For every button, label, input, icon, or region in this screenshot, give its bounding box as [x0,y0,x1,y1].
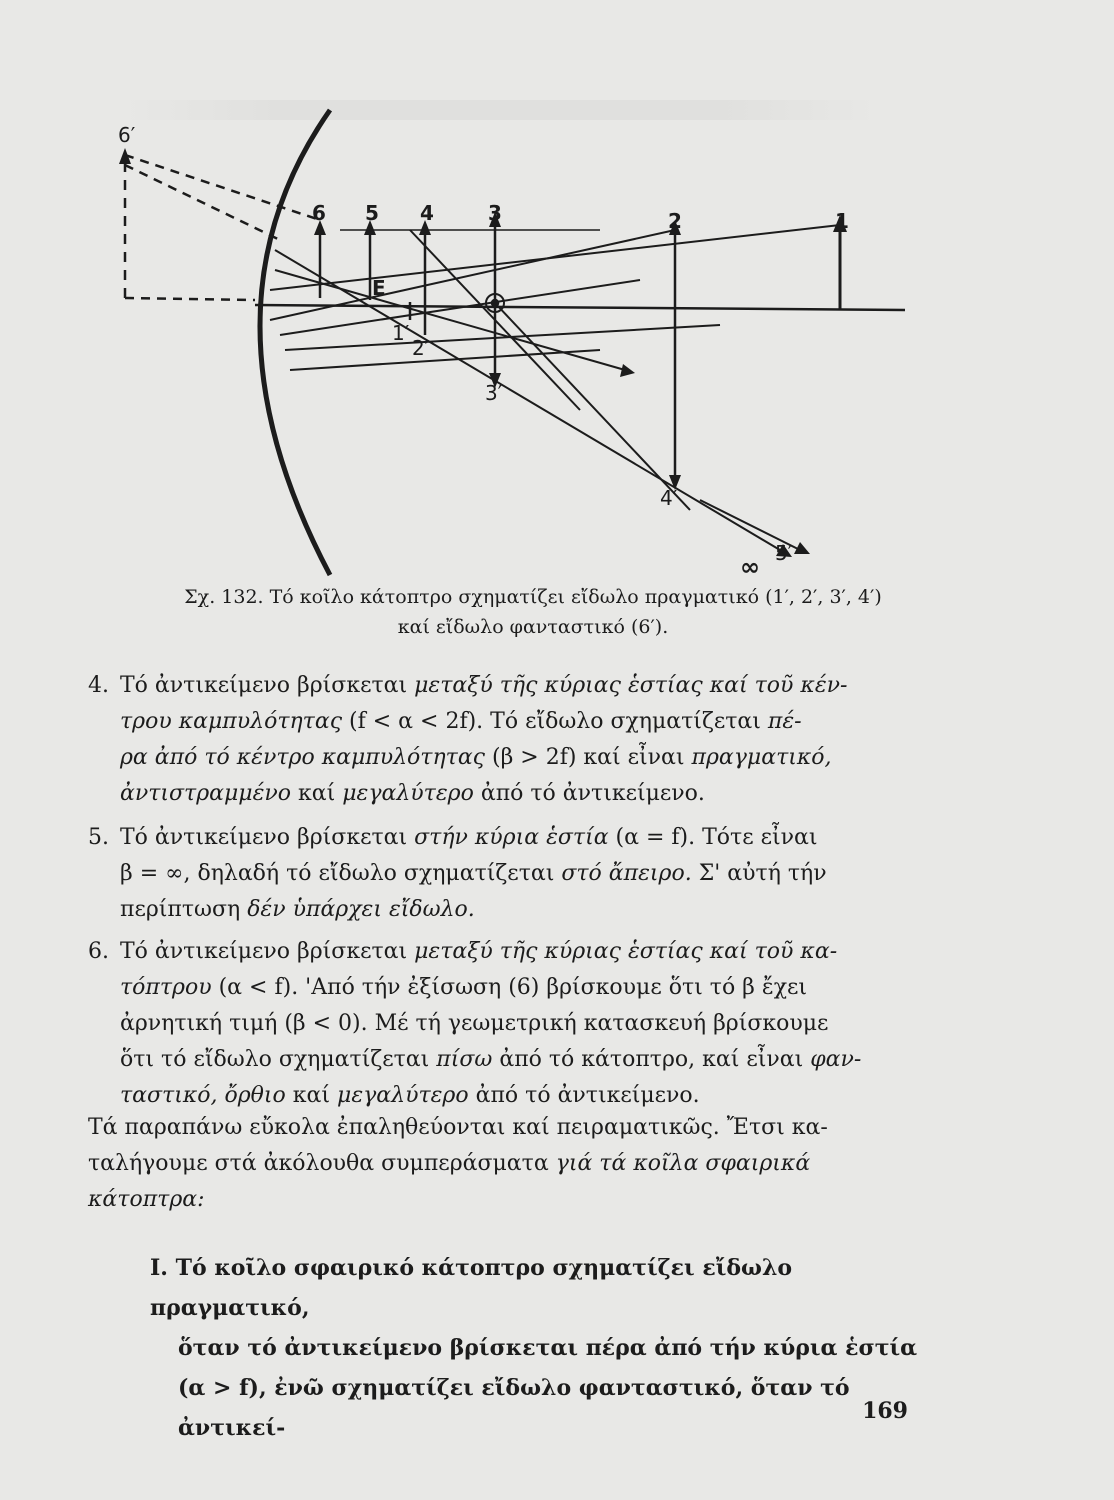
label-1: 1 [835,209,849,233]
label-6-prime: 6′ [118,123,136,147]
italic-run: πέ- [767,709,802,734]
text-line: I. Τό κοῖλο σφαιρικό κάτοπτρο σχηματίζει εἴδωλο πραγματικό, [150,1255,793,1321]
text-line: ἀρνητική τιμή (β < 0). Μέ τή γεωμετρική κατασκευή βρίσκουμε [120,1011,829,1036]
italic-run: φαν- [810,1047,862,1072]
label-5-prime: 5′ [775,541,793,565]
italic-run: ταστικό, ὄρθιο [120,1083,286,1108]
italic-line: κάτοπτρα: [88,1187,205,1212]
caption-line-1: Σχ. 132. Τό κοῖλο κάτοπτρο σχηματίζει εἴδωλο πραγματικό (1′, 2′, 3′, 4′) [184,586,882,608]
italic-run: μεταξύ τῆς κύριας ἑστίας καί τοῦ κέν- [414,673,848,698]
item-4 [88,668,928,812]
italic-run: πραγματικό, [691,745,832,770]
text-run: Σ' αὐτή τήν [691,861,827,886]
text-line: (α > f), ἐνῶ σχηματίζει εἴδωλο φανταστικό, ὅταν τό ἀντικεί- [178,1375,850,1441]
text-run: Τό ἀντικείμενο βρίσκεται [120,939,415,964]
italic-run: ρα ἀπό τό κέντρο καμπυλότητας [120,745,485,770]
label-1-prime: 1′ [392,321,410,345]
item-6 [88,934,928,1114]
conclusion-I [150,1248,940,1448]
label-6: 6 [312,201,326,225]
italic-run: τρου καμπυλότητας [120,709,343,734]
text-run: Τό ἀντικείμενο βρίσκεται [120,673,415,698]
text-run: περίπτωση [120,897,248,922]
label-E: E [372,276,386,300]
label-2: 2 [668,209,682,233]
italic-run: δέν ὑπάρχει εἴδωλο. [247,897,475,922]
italic-run: μεγαλύτερο [337,1083,469,1108]
italic-run: γιά τά κοῖλα σφαιρικά [555,1151,811,1176]
text-run: ὅτι τό εἴδωλο σχηματίζεται [120,1047,437,1072]
caption-line-2: καί εἴδωλο φανταστικό (6′). [397,616,669,638]
text-run: Τό ἀντικείμενο βρίσκεται [120,825,415,850]
text-line: ὅταν τό ἀντικείμενο βρίσκεται πέρα ἀπό τήν κύρια ἑστία [178,1335,918,1361]
text-run: (f < α < 2f). Τό εἴδωλο σχηματίζεται [342,709,768,734]
principal-axis [255,305,905,310]
label-5: 5 [365,201,379,225]
summary-paragraph [88,1110,928,1218]
item-number: 4. [88,673,109,698]
mirror-arc [260,110,330,575]
text-run: καί [291,781,343,806]
label-3-prime: 3′ [485,381,503,405]
italic-run: τόπτρου [120,975,212,1000]
text-run: ἀπό τό ἀντικείμενο. [468,1083,700,1108]
text-run: (α < f). 'Από τήν ἐξίσωση (6) βρίσκουμε ὅτι τό β ἔχει [211,975,808,1000]
italic-run: στήν κύρια ἑστία [414,825,609,850]
text-run: β = ∞, δηλαδή τό εἴδωλο σχηματίζεται [120,861,562,886]
text-run: ἀπό τό ἀντικείμενο. [473,781,705,806]
label-3: 3 [488,201,502,225]
item-number: 6. [88,939,109,964]
item-5 [88,820,928,928]
label-4-prime: 4′ [660,486,678,510]
text-run: (β > 2f) καί εἶναι [485,745,692,770]
text-run: (α = f). Τότε εἶναι [608,825,818,850]
text-run: ἀπό τό κάτοπτρο, καί εἶναι [492,1047,811,1072]
italic-run: μεγαλύτερο [342,781,474,806]
label-infinity: ∞ [740,553,760,580]
italic-run: μεταξύ τῆς κύριας ἑστίας καί τοῦ κα- [414,939,838,964]
text-run: καί [285,1083,338,1108]
label-2-prime: 2′ [412,336,430,360]
concave-mirror-diagram [80,80,980,580]
page-number: 169 [862,1398,908,1424]
figure-caption [118,582,948,642]
italic-run: πίσω [436,1047,493,1072]
item-number: 5. [88,825,109,850]
label-4: 4 [420,201,434,225]
italic-run: ἀντιστραμμένο [120,781,292,806]
italic-run: στό ἄπειρο. [561,861,692,886]
text-run: ταλήγουμε στά ἀκόλουθα συμπεράσματα [88,1151,556,1176]
text-line: Τά παραπάνω εὔκολα ἐπαληθεύονται καί πειραματικῶς. Ἔτσι κα- [88,1115,828,1140]
